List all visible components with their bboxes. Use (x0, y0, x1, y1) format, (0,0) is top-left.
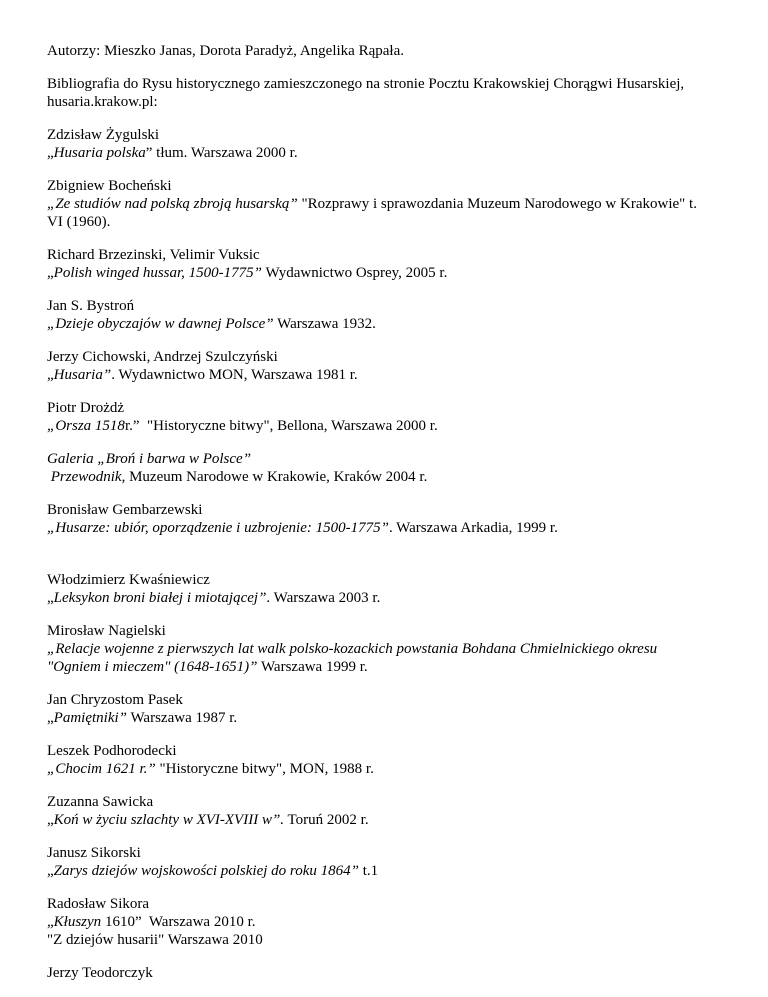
entry-open-quote: „ (47, 367, 54, 383)
entry-title: Leksykon broni białej i miotającej” (53, 590, 267, 606)
entry-author: Leszek Podhorodecki (47, 743, 177, 759)
entry-publication: "Rozprawy i sprawozdania Muzeum Narodowego w Krakowie" t. (297, 196, 697, 212)
entry-citation (47, 417, 737, 435)
entry-citation (47, 709, 737, 727)
entry-title: „Chocim 1621 r.” (47, 761, 156, 777)
entry-author: Richard Brzezinski, Velimir Vuksic (47, 247, 260, 263)
entry-author: Jerzy Cichowski, Andrzej Szulczyński (47, 349, 278, 365)
entry-publication: . Wydawnictwo MON, Warszawa 1981 r. (111, 367, 358, 383)
bibliography-entry (47, 691, 737, 727)
entry-publication: t.1 (358, 863, 379, 879)
bibliography-entry (47, 964, 737, 982)
entry-citation (47, 862, 737, 880)
entry-open-quote: „ (47, 265, 54, 281)
entry-author: Zbigniew Bocheński (47, 178, 172, 194)
entry-title: Kłuszyn (53, 914, 102, 930)
entry-citation (47, 913, 737, 931)
entry-citation (47, 264, 737, 282)
entry-title: Polish winged hussar, 1500-1775” (53, 265, 263, 281)
entry-author: Jerzy Teodorczyk (47, 965, 153, 981)
entry-title: Przewodnik (47, 469, 122, 485)
entry-publication: Toruń 2002 r. (284, 812, 369, 828)
entry-citation (47, 315, 737, 333)
entry-citation (47, 366, 737, 384)
entry-author: Mirosław Nagielski (47, 623, 166, 639)
entry-author: Zdzisław Żygulski (47, 127, 160, 143)
entry-citation (47, 658, 737, 676)
entry-title: Husaria polska (53, 145, 146, 161)
intro-line-2: husaria.krakow.pl: (47, 94, 158, 110)
entry-citation (47, 144, 737, 162)
entry-citation (47, 589, 737, 607)
entry-additional-citation: "Z dziejów husarii" Warszawa 2010 (47, 932, 263, 948)
intro-line-1: Bibliografia do Rysu historycznego zamieszczonego na stronie Pocztu Krakowskiej Chorągwi Husarskiej, (47, 76, 685, 92)
bibliography-entry (47, 297, 737, 333)
entry-title: Husaria” (53, 367, 112, 383)
entry-author: Zuzanna Sawicka (47, 794, 154, 810)
entry-publication: ” tłum. Warszawa 2000 r. (145, 145, 298, 161)
bibliography-entry (47, 895, 737, 949)
entry-open-quote: „ (47, 145, 54, 161)
bibliography-entry (47, 246, 737, 282)
entry-author: Jan S. Bystroń (47, 298, 135, 314)
entry-publication: . Warszawa 2003 r. (266, 590, 381, 606)
bibliography-entry (47, 622, 737, 676)
entry-citation (47, 468, 737, 486)
bibliography-entry (47, 348, 737, 384)
entry-publication: 1610” Warszawa 2010 r. (101, 914, 256, 930)
bibliography-entry (47, 793, 737, 829)
entry-publication: Wydawnictwo Osprey, 2005 r. (262, 265, 448, 281)
entry-publication: Warszawa 1932. (273, 316, 376, 332)
entry-publication: . Warszawa Arkadia, 1999 r. (388, 520, 558, 536)
bibliography-entry (47, 844, 737, 880)
bibliography-entry (47, 501, 737, 537)
entry-publication: Warszawa 1999 r. (257, 659, 368, 675)
entry-title: Zarys dziejów wojskowości polskiej do roku 1864” (53, 863, 359, 879)
bibliography-entry (47, 177, 737, 231)
bibliography-entry (47, 450, 737, 486)
entry-author: Bronisław Gembarzewski (47, 502, 203, 518)
entry-title: Koń w życiu szlachty w XVI-XVIII w”. (53, 812, 285, 828)
entry-author: Radosław Sikora (47, 896, 150, 912)
entry-title: „Relacje wojenne z pierwszych lat walk polsko-kozackich powstania Bohdana Chmielnickiego okresu (47, 641, 658, 657)
entry-title-continued: "Ogniem i mieczem" (1648-1651)” (47, 659, 258, 675)
bibliography-entry (47, 742, 737, 778)
entry-open-quote: „ (47, 710, 54, 726)
entry-citation (47, 195, 737, 213)
entry-open-quote: „ (47, 812, 54, 828)
entry-title: „Ze studiów nad polską zbroją husarską” (47, 196, 298, 212)
entry-author: Włodzimierz Kwaśniewicz (47, 572, 210, 588)
entry-open-quote: „ (47, 863, 54, 879)
entry-title: „Husarze: ubiór, oporządzenie i uzbrojenie: 1500-1775” (47, 520, 389, 536)
entry-citation (47, 811, 737, 829)
authors-line: Autorzy: Mieszko Janas, Dorota Paradyż, Angelika Rąpała. (47, 43, 404, 59)
entry-publication-continued: VI (1960). (47, 214, 111, 230)
bibliography-entry (47, 126, 737, 162)
entry-publication: , Muzeum Narodowe w Krakowie, Kraków 2004 r. (121, 469, 428, 485)
entry-citation (47, 760, 737, 778)
entry-title: Pamiętniki” (53, 710, 127, 726)
entry-author: Janusz Sikorski (47, 845, 141, 861)
entry-title: „Dzieje obyczajów w dawnej Polsce” (47, 316, 274, 332)
entry-open-quote: „ (47, 914, 54, 930)
entry-author: Jan Chryzostom Pasek (47, 692, 183, 708)
entry-publication: r.” "Historyczne bitwy", Bellona, Warszawa 2000 r. (124, 418, 438, 434)
bibliography-entry (47, 399, 737, 435)
entry-citation (47, 519, 737, 537)
document-body (47, 42, 737, 997)
entry-publication: "Historyczne bitwy", MON, 1988 r. (155, 761, 374, 777)
entry-author: Piotr Drożdż (47, 400, 125, 416)
entry-author: Galeria „Broń i barwa w Polsce” (47, 451, 252, 467)
entry-publication: Warszawa 1987 r. (127, 710, 238, 726)
entry-open-quote: „ (47, 590, 54, 606)
entry-title: „Orsza 1518 (47, 418, 125, 434)
intro-paragraph (47, 75, 737, 111)
bibliography-entry (47, 571, 737, 607)
